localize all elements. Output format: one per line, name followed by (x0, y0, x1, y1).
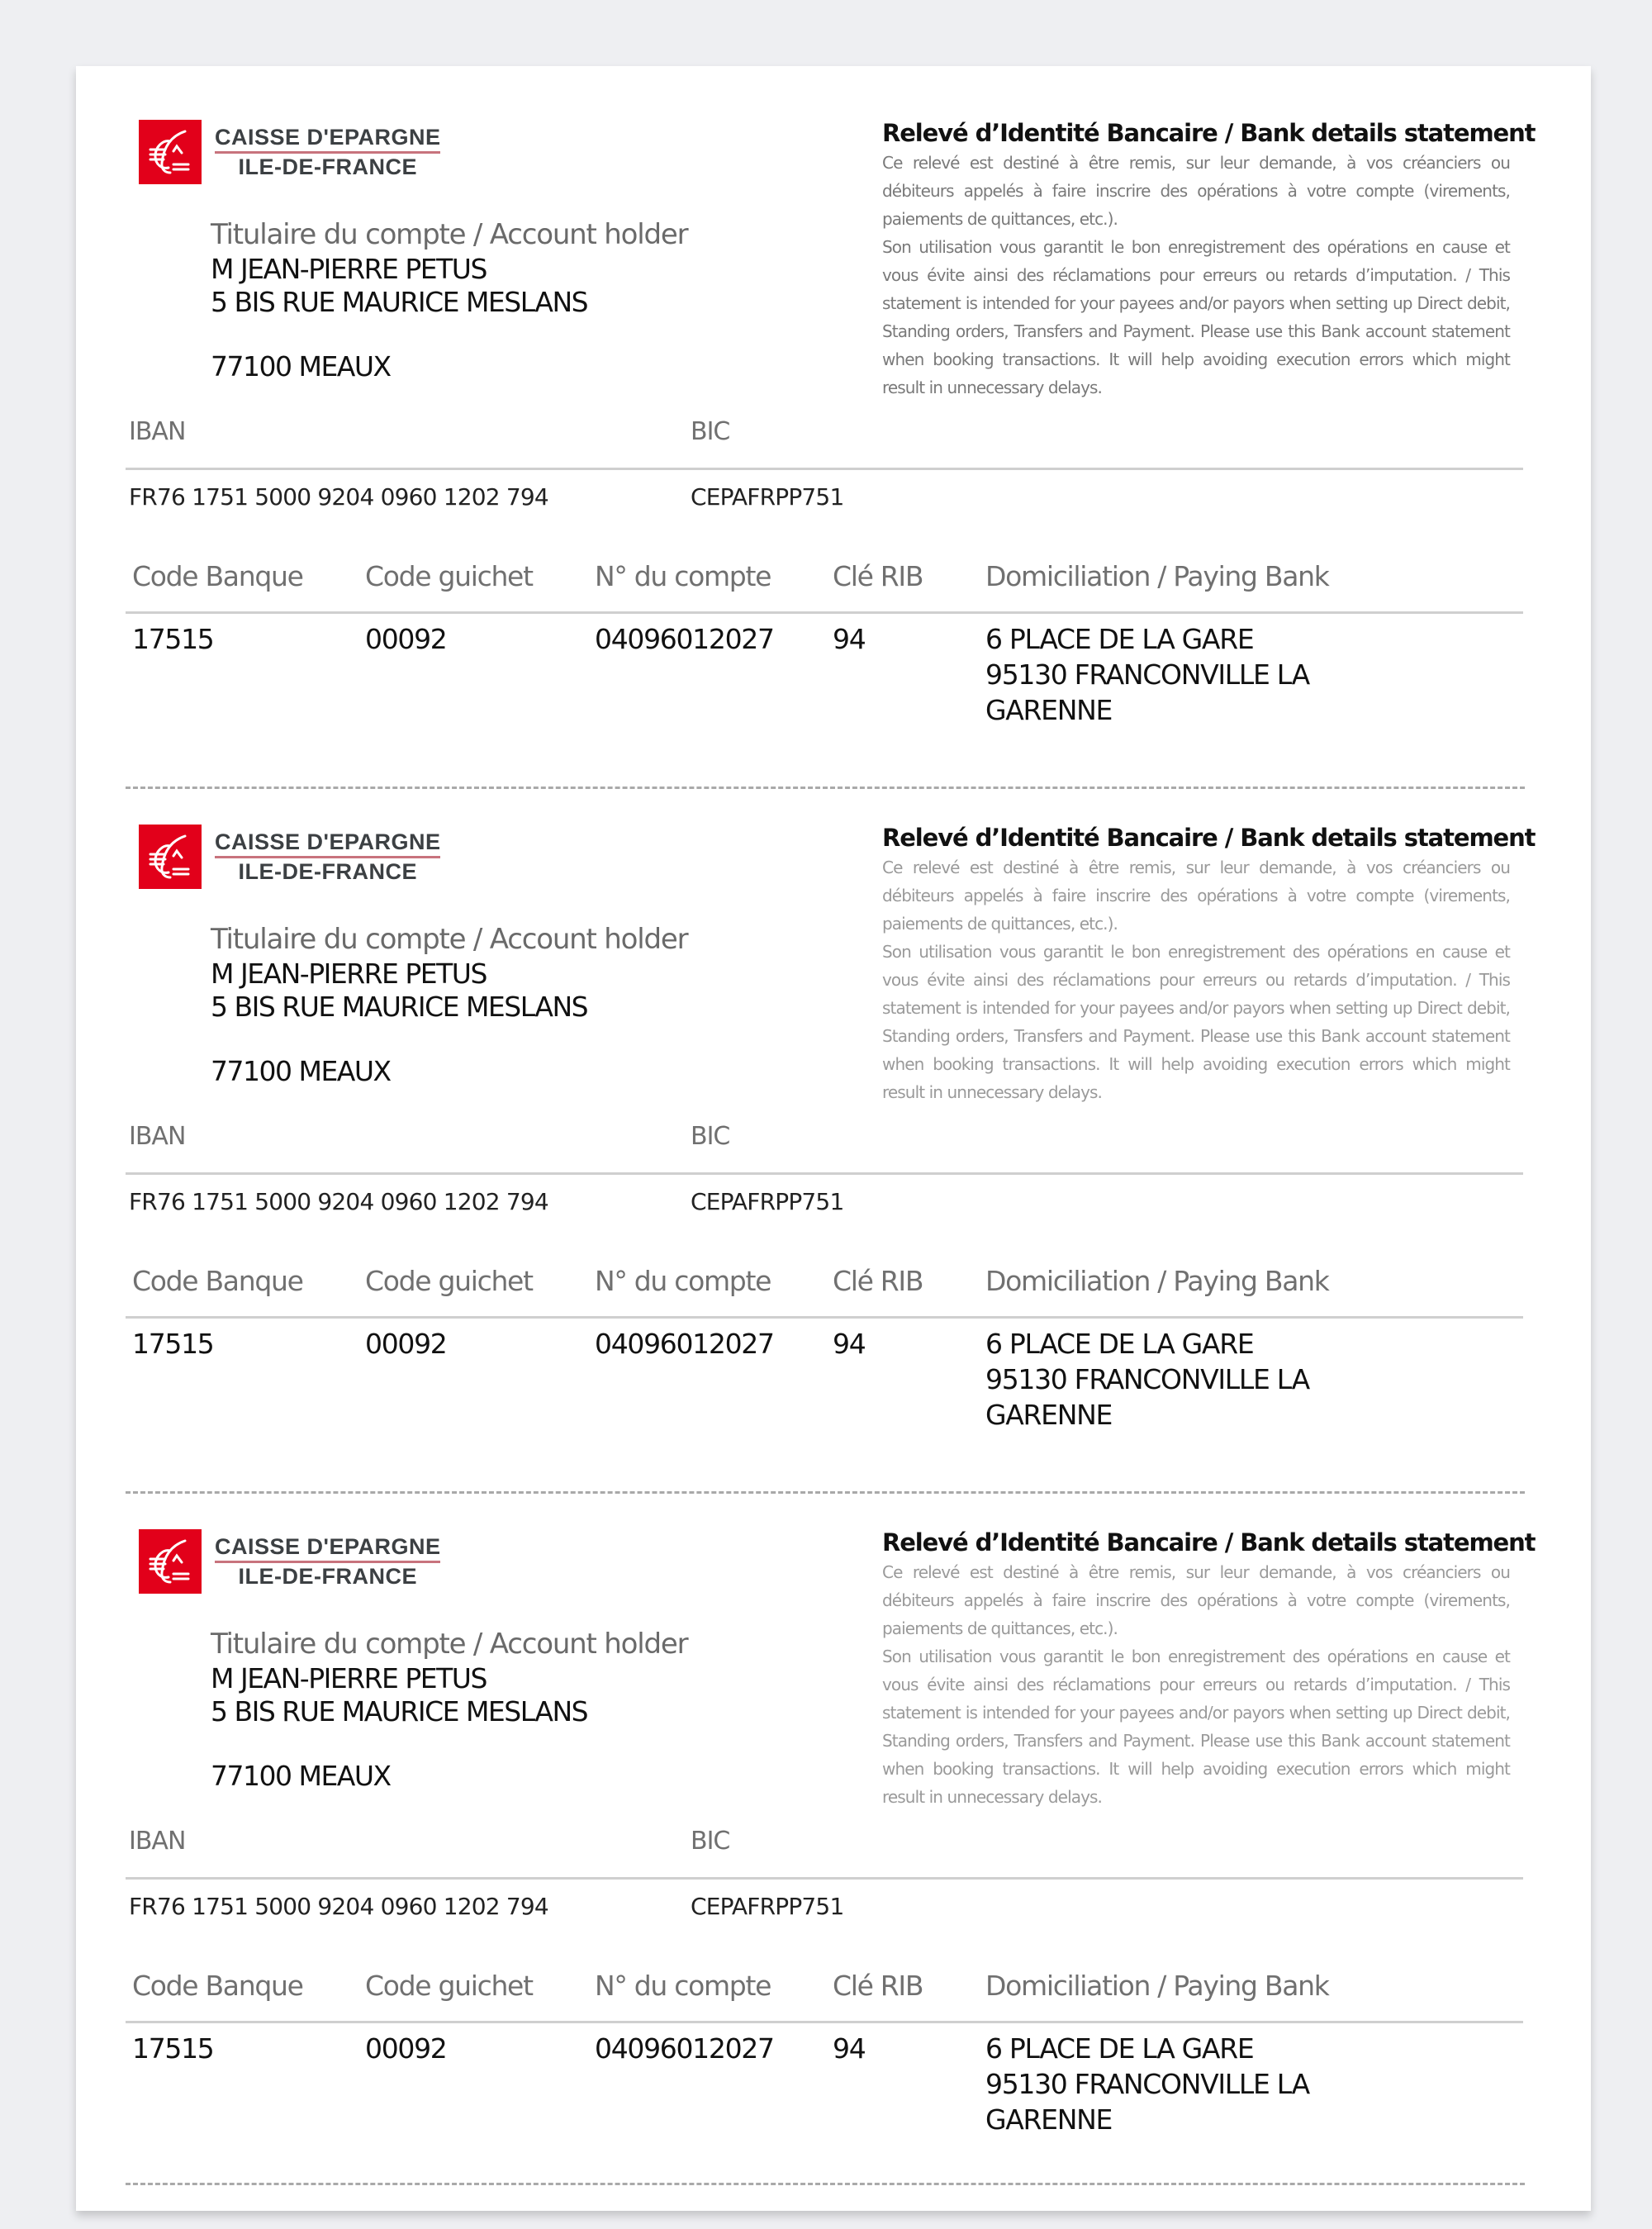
paying-bank-label: Domiciliation / Paying Bank (985, 1970, 1329, 2002)
euro-squirrel-logo-icon (139, 825, 202, 889)
iban-label: IBAN (129, 1122, 186, 1151)
branch-code-value: 00092 (365, 1328, 447, 1360)
account-number-value: 04096012027 (595, 623, 774, 655)
bank-logo (139, 1529, 440, 1594)
account-holder-street: 5 BIS RUE MAURICE MESLANS (211, 1695, 588, 1728)
rib-key-value: 94 (833, 2032, 866, 2065)
account-holder-block (211, 216, 687, 383)
divider (126, 1172, 1523, 1175)
paying-bank-line: 6 PLACE DE LA GARE (985, 2032, 1254, 2065)
paying-bank-line: 95130 FRANCONVILLE LA (985, 1363, 1309, 1395)
iban-value: FR76 1751 5000 9204 0960 1202 794 (129, 1188, 548, 1215)
statement-info (882, 117, 1536, 402)
statement-description (882, 1558, 1510, 1811)
account-number-label: N° du compte (595, 560, 771, 592)
statement-title: Relevé d’Identité Bancaire / Bank details statement (882, 1528, 1536, 1556)
bank-code-value: 17515 (132, 2032, 214, 2065)
bic-label: BIC (691, 1122, 730, 1151)
account-number-label: N° du compte (595, 1265, 771, 1297)
account-holder-name: M JEAN-PIERRE PETUS (211, 1662, 487, 1694)
paying-bank-address (985, 2031, 1309, 2137)
euro-squirrel-logo-icon (139, 1529, 202, 1594)
account-holder-city: 77100 MEAUX (211, 1760, 391, 1792)
divider (126, 468, 1523, 470)
paying-bank-line: 95130 FRANCONVILLE LA (985, 2068, 1309, 2100)
rib-copy-2 (76, 771, 1591, 1475)
account-holder-block (211, 921, 687, 1088)
statement-description (882, 149, 1510, 402)
statement-paragraph: Son utilisation vous garantit le bon enregistrement des opérations en cause et vous évite ainsi des réclamations pour erreurs ou retards d’imputation. / This statement is intended for your payees and/or payors when setting up Direct debit, Standing orders, Transfers and Payment. Please use this Bank account statement when booking transactions. It will help avoiding execution errors which might result in unnecessary delays. (882, 942, 1510, 1102)
paying-bank-line: GARENNE (985, 694, 1113, 726)
branch-code-value: 00092 (365, 623, 447, 655)
bank-code-value: 17515 (132, 1328, 214, 1360)
paying-bank-label: Domiciliation / Paying Bank (985, 1265, 1329, 1297)
paying-bank-line: 95130 FRANCONVILLE LA (985, 658, 1309, 691)
branch-code-label: Code guichet (365, 1265, 533, 1297)
account-holder-name: M JEAN-PIERRE PETUS (211, 253, 487, 285)
bank-code-label: Code Banque (132, 1970, 303, 2002)
rib-key-label: Clé RIB (833, 560, 923, 592)
bic-label: BIC (691, 1827, 730, 1856)
euro-squirrel-logo-icon (139, 120, 202, 184)
bank-region: ILE-DE-FRANCE (238, 1563, 417, 1589)
bank-code-label: Code Banque (132, 1265, 303, 1297)
iban-label: IBAN (129, 417, 186, 446)
account-holder-name: M JEAN-PIERRE PETUS (211, 958, 487, 990)
rib-key-value: 94 (833, 1328, 866, 1360)
account-holder-street: 5 BIS RUE MAURICE MESLANS (211, 991, 588, 1023)
rib-key-label: Clé RIB (833, 1265, 923, 1297)
rib-copy-3 (76, 1476, 1591, 2179)
rib-key-label: Clé RIB (833, 1970, 923, 2002)
statement-paragraph: Son utilisation vous garantit le bon enregistrement des opérations en cause et vous évite ainsi des réclamations pour erreurs ou retards d’imputation. / This statement is intended for your payees and/or payors when setting up Direct debit, Standing orders, Transfers and Payment. Please use this Bank account statement when booking transactions. It will help avoiding execution errors which might result in unnecessary delays. (882, 237, 1510, 397)
account-holder-label: Titulaire du compte / Account holder (211, 1628, 688, 1661)
bank-name: CAISSE D'EPARGNE (215, 125, 440, 154)
bank-name: CAISSE D'EPARGNE (215, 1534, 440, 1563)
account-holder-label: Titulaire du compte / Account holder (211, 923, 688, 956)
statement-description (882, 853, 1510, 1106)
bic-label: BIC (691, 417, 730, 446)
iban-value: FR76 1751 5000 9204 0960 1202 794 (129, 483, 548, 511)
bank-logo (139, 120, 440, 184)
iban-value: FR76 1751 5000 9204 0960 1202 794 (129, 1893, 548, 1920)
account-holder-label: Titulaire du compte / Account holder (211, 218, 688, 251)
bank-name: CAISSE D'EPARGNE (215, 829, 440, 858)
paying-bank-line: 6 PLACE DE LA GARE (985, 623, 1254, 655)
account-number-label: N° du compte (595, 1970, 771, 2002)
divider (126, 2021, 1523, 2023)
rib-document-page (76, 66, 1591, 2211)
statement-paragraph: Ce relevé est destiné à être remis, sur leur demande, à vos créanciers ou débiteurs appelés à faire inscrire des opérations à votre compte (virements, paiements de quittances, etc.). (882, 858, 1510, 934)
statement-info (882, 822, 1536, 1106)
bank-region: ILE-DE-FRANCE (238, 858, 417, 884)
rib-copy-1 (76, 66, 1591, 770)
branch-code-label: Code guichet (365, 1970, 533, 2002)
paying-bank-line: GARENNE (985, 2103, 1113, 2136)
branch-code-label: Code guichet (365, 560, 533, 592)
cut-line-separator (126, 2183, 1525, 2185)
bank-code-value: 17515 (132, 623, 214, 655)
divider (126, 1316, 1523, 1319)
account-holder-city: 77100 MEAUX (211, 350, 391, 383)
divider (126, 1877, 1523, 1880)
rib-key-value: 94 (833, 623, 866, 655)
paying-bank-label: Domiciliation / Paying Bank (985, 560, 1329, 592)
iban-label: IBAN (129, 1827, 186, 1856)
paying-bank-address (985, 621, 1309, 728)
bic-value: CEPAFRPP751 (691, 1893, 844, 1920)
account-holder-street: 5 BIS RUE MAURICE MESLANS (211, 286, 588, 318)
statement-title: Relevé d’Identité Bancaire / Bank details statement (882, 824, 1536, 852)
bank-code-label: Code Banque (132, 560, 303, 592)
paying-bank-line: GARENNE (985, 1399, 1113, 1431)
bic-value: CEPAFRPP751 (691, 1188, 844, 1215)
bank-region: ILE-DE-FRANCE (238, 154, 417, 179)
statement-paragraph: Ce relevé est destiné à être remis, sur leur demande, à vos créanciers ou débiteurs appelés à faire inscrire des opérations à votre compte (virements, paiements de quittances, etc.). (882, 153, 1510, 229)
bic-value: CEPAFRPP751 (691, 483, 844, 511)
branch-code-value: 00092 (365, 2032, 447, 2065)
account-number-value: 04096012027 (595, 2032, 774, 2065)
paying-bank-line: 6 PLACE DE LA GARE (985, 1328, 1254, 1360)
statement-paragraph: Ce relevé est destiné à être remis, sur leur demande, à vos créanciers ou débiteurs appelés à faire inscrire des opérations à votre compte (virements, paiements de quittances, etc.). (882, 1562, 1510, 1638)
statement-title: Relevé d’Identité Bancaire / Bank details statement (882, 119, 1536, 147)
paying-bank-address (985, 1326, 1309, 1433)
account-holder-block (211, 1626, 687, 1793)
account-number-value: 04096012027 (595, 1328, 774, 1360)
divider (126, 611, 1523, 614)
statement-info (882, 1527, 1536, 1811)
statement-paragraph: Son utilisation vous garantit le bon enregistrement des opérations en cause et vous évite ainsi des réclamations pour erreurs ou retards d’imputation. / This statement is intended for your payees and/or payors when setting up Direct debit, Standing orders, Transfers and Payment. Please use this Bank account statement when booking transactions. It will help avoiding execution errors which might result in unnecessary delays. (882, 1647, 1510, 1807)
bank-logo (139, 825, 440, 889)
account-holder-city: 77100 MEAUX (211, 1055, 391, 1087)
